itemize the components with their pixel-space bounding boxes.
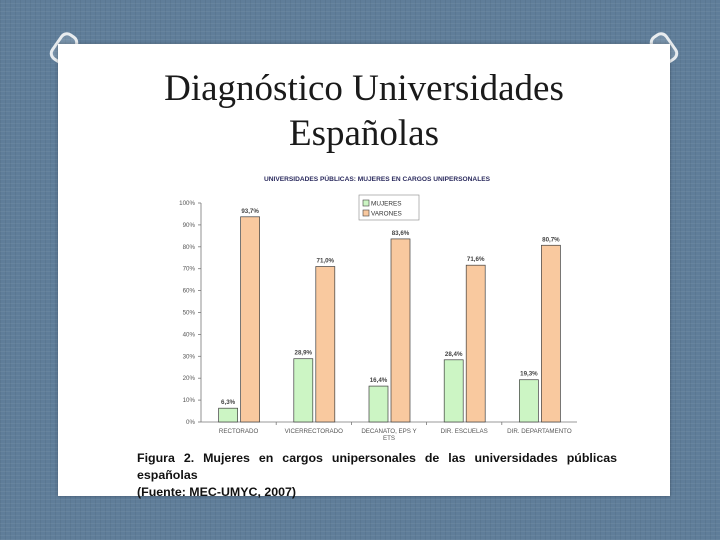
y-tick-label: 90%	[182, 221, 195, 229]
legend-label-varones: VARONES	[371, 210, 402, 218]
data-label-mujeres: 6,3%	[221, 399, 236, 407]
figure-caption	[137, 450, 617, 501]
bar-chart	[137, 168, 617, 440]
data-label-varones: 83,6%	[391, 229, 410, 237]
y-tick-label: 70%	[182, 265, 195, 273]
figure-caption-line-2: (Fuente: MEC-UMYC, 2007)	[137, 485, 297, 499]
slide-title	[58, 66, 670, 156]
data-label-varones: 71,0%	[316, 257, 335, 265]
chart-title: UNIVERSIDADES PÚBLICAS: MUJERES EN CARGOS UNIPERSONALES	[263, 176, 491, 183]
bar-varones	[391, 239, 410, 422]
x-category-label: RECTORADO	[218, 428, 259, 435]
data-label-varones: 71,6%	[466, 256, 485, 264]
figure-caption-line-1: Figura 2. Mujeres en cargos unipersonales de las universidades públicas españolas	[137, 451, 617, 482]
bar-varones	[466, 265, 485, 422]
bar-mujeres	[294, 359, 313, 422]
slide-title-line-2: Españolas	[288, 113, 440, 154]
y-tick-label: 0%	[186, 419, 195, 426]
x-category-label: DIR. DEPARTAMENTO	[507, 428, 572, 435]
legend-label-mujeres: MUJERES	[371, 200, 402, 208]
data-label-varones: 80,7%	[542, 236, 560, 244]
data-label-mujeres: 28,4%	[444, 350, 463, 358]
y-tick-label: 30%	[182, 353, 195, 361]
y-tick-label: 80%	[182, 243, 195, 251]
y-tick-label: 100%	[179, 200, 195, 207]
data-label-mujeres: 16,4%	[369, 377, 388, 385]
x-category-label: VICERRECTORADO	[284, 428, 343, 435]
legend-swatch-mujeres	[363, 200, 369, 206]
data-label-mujeres: 28,9%	[294, 349, 313, 357]
slide-title-line-1: Diagnóstico Universidades	[164, 68, 564, 109]
bar-varones	[541, 245, 560, 422]
bar-varones	[241, 217, 260, 422]
bar-mujeres	[444, 360, 463, 422]
y-tick-label: 60%	[182, 287, 195, 295]
chart-figure	[137, 168, 617, 440]
bar-varones	[316, 267, 335, 422]
data-label-mujeres: 19,3%	[520, 370, 538, 378]
x-category-label: DIR. ESCUELAS	[440, 428, 488, 435]
y-tick-label: 50%	[182, 309, 195, 317]
bar-mujeres	[519, 380, 538, 422]
bar-mujeres	[369, 386, 388, 422]
legend-swatch-varones	[363, 210, 369, 216]
y-tick-label: 20%	[182, 375, 195, 383]
y-tick-label: 40%	[182, 331, 195, 339]
x-category-label: DECANATO, EPS Y ETS	[361, 428, 417, 440]
data-label-varones: 93,7%	[241, 207, 259, 215]
y-tick-label: 10%	[182, 397, 195, 405]
bar-mujeres	[219, 408, 238, 422]
